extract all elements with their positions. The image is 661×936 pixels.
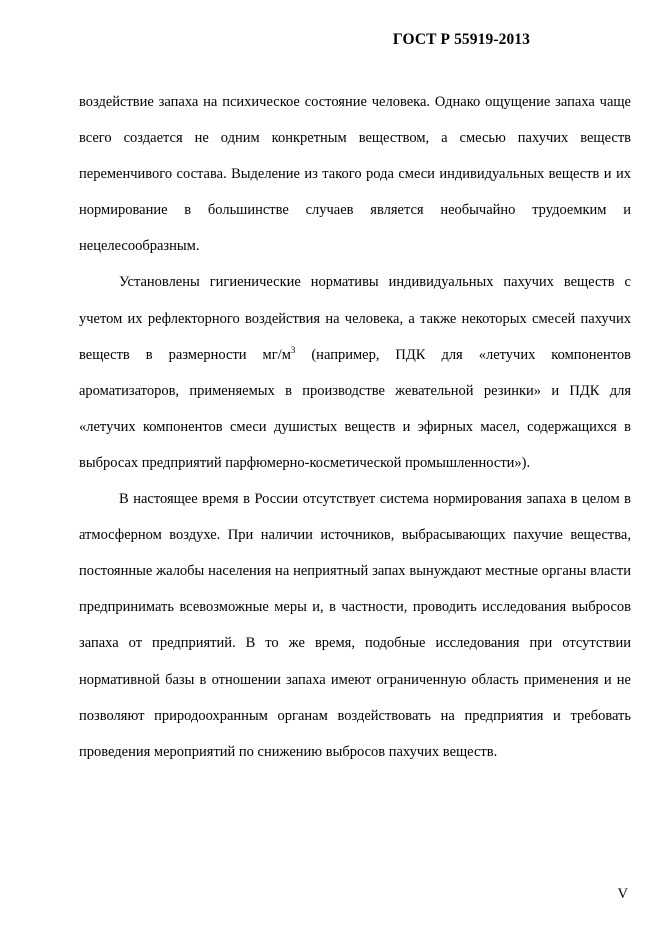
page-number: V: [617, 886, 628, 902]
unit-exponent: 3: [290, 344, 296, 355]
paragraph-2: [79, 264, 631, 481]
paragraph-2-text-start: Установлены гигиенические нормативы индивидуальных пахучих веществ с учетом их рефлекторного воздействия на человека, а также некоторых смесей пахучих веществ в размерности мг/м: [79, 274, 631, 363]
paragraph-1: воздействие запаха на психическое состояние человека. Однако ощущение запаха чаще всего создается не одним конкретным веществом, а смесью пахучих веществ переменчивого состава. Выделение из такого рода смеси индивидуальных веществ и их нормирование в большинстве случаев является необычайно трудоемким и нецелесообразным.: [79, 94, 631, 255]
document-body: [79, 84, 631, 770]
paragraph-2-text-end: (например, ПДК для «летучих компонентов ароматизаторов, применяемых в производстве жевательной резинки» и ПДК для «летучих компонентов смеси душистых веществ и эфирных масел, содержащихся в выбросах предприятий парфюмерно-косметической промышленности»).: [79, 346, 631, 471]
standard-code-header: ГОСТ Р 55919-2013: [392, 31, 530, 48]
paragraph-3: В настоящее время в России отсутствует система нормирования запаха в целом в атмосферном воздухе. При наличии источников, выбрасывающих пахучие вещества, постоянные жалобы населения на неприятный запах вынуждают местные органы власти предпринимать всевозможные меры и, в частности, проводить исследования выбросов запаха от предприятий. В то же время, подобные исследования при отсутствии нормативной базы в отношении запаха имеют ограниченную область применения и не позволяют природоохранным органам воздействовать на предприятия и требовать проведения мероприятий по снижению выбросов пахучих веществ.: [79, 491, 631, 760]
